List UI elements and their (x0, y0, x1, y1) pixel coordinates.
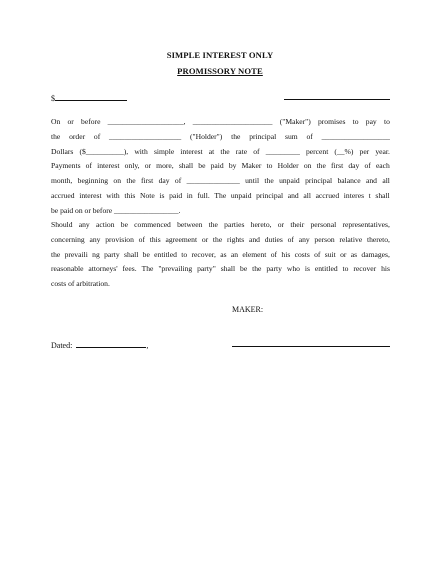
word: the (51, 131, 61, 141)
text-line (51, 145, 390, 160)
word: the (264, 176, 274, 186)
word: recover, (191, 249, 216, 259)
word: principal (305, 176, 333, 186)
word: the (126, 176, 136, 186)
word: shall (178, 161, 194, 171)
word: interest (79, 190, 102, 200)
word: personal (310, 220, 337, 229)
word: to (383, 117, 390, 126)
word: _________ (265, 146, 300, 156)
word: or (340, 249, 347, 259)
paragraph-payment-terms (51, 115, 390, 219)
word: interest (180, 146, 203, 156)
word: attorneys' (88, 264, 118, 274)
text-line (51, 115, 390, 130)
word: hereto, (250, 220, 272, 229)
word: each (375, 161, 390, 171)
word: at (208, 146, 215, 156)
word: interes (343, 190, 365, 200)
word: (__%) (334, 146, 354, 156)
word: Note (139, 190, 155, 200)
word: to (342, 264, 349, 274)
word: to (352, 117, 359, 126)
word: paid (169, 190, 183, 200)
word: Should (51, 220, 73, 229)
word: full. (197, 190, 210, 200)
word: be (198, 161, 206, 171)
word: as (350, 249, 358, 259)
text-line (51, 130, 390, 145)
word: reasonable (51, 264, 84, 274)
word: of (93, 131, 101, 141)
word: ("Maker") (279, 117, 311, 126)
word: Maker (241, 161, 262, 171)
word: unpaid (279, 176, 300, 186)
dated-label: Dated: (51, 341, 73, 350)
word: and (366, 176, 377, 186)
word: "prevailing (158, 264, 193, 274)
word: party (104, 249, 120, 259)
word: provision (105, 234, 134, 244)
word: to (266, 161, 273, 171)
word: and (249, 234, 260, 244)
word: with (106, 190, 120, 200)
word: their (290, 220, 305, 229)
word: any (78, 220, 90, 229)
word: prevaili (64, 249, 88, 259)
word: party (266, 264, 282, 274)
text-line (51, 174, 390, 189)
word: more, (156, 161, 174, 171)
word: percent (305, 146, 329, 156)
word: representatives, (342, 220, 390, 229)
word: simple (153, 146, 175, 156)
word: __________________ (321, 131, 390, 141)
word: fees. (122, 264, 137, 274)
word: duties (264, 234, 283, 244)
word: accrued (315, 190, 340, 200)
text-line (51, 262, 390, 277)
word: in (186, 190, 193, 200)
word: Payments (51, 161, 81, 171)
word: agreement (165, 234, 198, 244)
word: and (287, 190, 299, 200)
word: his (381, 264, 390, 274)
text-line (51, 189, 390, 204)
word: of (287, 234, 294, 244)
dated-field (51, 339, 148, 350)
word: be (240, 264, 248, 274)
word: on (113, 176, 121, 186)
word: commenced (134, 220, 171, 229)
word: year. (375, 146, 390, 156)
word: sum (285, 131, 298, 141)
word: unpaid (230, 190, 252, 200)
word: the (231, 131, 241, 141)
word: ___________________ (109, 131, 182, 141)
paragraph-attorney-fees (51, 218, 390, 292)
word: is (304, 264, 310, 274)
word: as (220, 249, 227, 259)
word: pay (365, 117, 377, 126)
word: who (286, 264, 300, 274)
maker-label: MAKER: (232, 305, 264, 314)
word: principal (249, 131, 277, 141)
word: ______________ (186, 176, 240, 186)
word: the (212, 234, 223, 244)
word: _____________________ (192, 117, 273, 126)
word: relative (339, 234, 363, 244)
word: of (174, 176, 182, 186)
word: an (230, 249, 239, 259)
word: of (253, 146, 260, 156)
word: paid (210, 161, 224, 171)
word: the (208, 220, 218, 229)
word: of (270, 249, 278, 259)
word: by (228, 161, 237, 171)
word: of (364, 161, 371, 171)
word: of (314, 249, 321, 259)
dollar-sign: $ (51, 94, 55, 103)
dated-blank (76, 339, 149, 350)
word: On (51, 117, 61, 126)
word: interest (97, 161, 120, 171)
word: per (359, 146, 370, 156)
text-line (51, 233, 390, 248)
word: all (382, 176, 390, 186)
word: ng (92, 249, 100, 259)
word: principal (256, 190, 284, 200)
word: order (69, 131, 86, 141)
word: with (134, 146, 148, 156)
amount-blank (55, 92, 127, 101)
word: parties (224, 220, 245, 229)
word: costs (294, 249, 310, 259)
word: first (330, 161, 344, 171)
word: before (81, 117, 101, 126)
word: Holder (277, 161, 299, 171)
maker-signature-line (232, 346, 390, 347)
word: ____________________, (107, 117, 186, 126)
word: to (181, 249, 188, 259)
word: all (303, 190, 311, 200)
word: between (177, 220, 203, 229)
word: this (124, 190, 136, 200)
text-line (51, 218, 390, 233)
word: party" (197, 264, 216, 274)
word: rate (235, 146, 248, 156)
document-title: SIMPLE INTEREST ONLY (166, 50, 274, 60)
word: or (144, 161, 152, 171)
word: action (95, 220, 115, 229)
text-line: costs of arbitration. (51, 279, 110, 289)
word: The (214, 190, 227, 200)
word: be (120, 220, 128, 229)
word: shall (220, 264, 236, 274)
word: the (252, 264, 262, 274)
word: rights (226, 234, 245, 244)
dated-suffix: , (146, 341, 149, 350)
word: entitled (154, 249, 177, 259)
word: recover (353, 264, 377, 274)
word: month, (51, 176, 73, 186)
word: shall (375, 190, 390, 200)
word: suit (324, 249, 336, 259)
text-line (51, 159, 390, 174)
word: element (242, 249, 267, 259)
word: on (303, 161, 312, 171)
text-line: be paid on or before _________________. (51, 205, 181, 215)
word: any (89, 234, 101, 244)
word: concerning (51, 234, 85, 244)
word: t (368, 190, 371, 200)
word: Dollars (51, 146, 74, 156)
word: only, (124, 161, 140, 171)
document-subtitle: PROMISSORY NOTE (177, 66, 263, 76)
word: or (277, 220, 285, 229)
word: thereto, (366, 234, 390, 244)
top-right-blank-line (284, 99, 390, 100)
word: entitled (314, 264, 338, 274)
word: promises (317, 117, 346, 126)
word: the (51, 249, 61, 259)
text-line (51, 248, 390, 263)
word: ("Holder") (189, 131, 223, 141)
word: until (245, 176, 260, 186)
word: of (306, 131, 313, 141)
word: day (158, 176, 170, 186)
word: this (149, 234, 161, 244)
word: damages, (361, 249, 390, 259)
word: person (314, 234, 335, 244)
word: shall (124, 249, 139, 259)
word: ($__________), (79, 146, 129, 156)
word: be (142, 249, 150, 259)
word: is (159, 190, 165, 200)
word: first (141, 176, 154, 186)
word: of (85, 161, 92, 171)
word: the (220, 146, 230, 156)
word: his (281, 249, 291, 259)
word: or (201, 234, 209, 244)
word: of (138, 234, 145, 244)
word: any (298, 234, 310, 244)
word: or (67, 117, 74, 126)
amount-field (51, 92, 127, 103)
word: balance (337, 176, 361, 186)
word: The (141, 264, 154, 274)
word: day (348, 161, 360, 171)
word: the (316, 161, 326, 171)
word: accrued (51, 190, 75, 200)
word: beginning (77, 176, 109, 186)
